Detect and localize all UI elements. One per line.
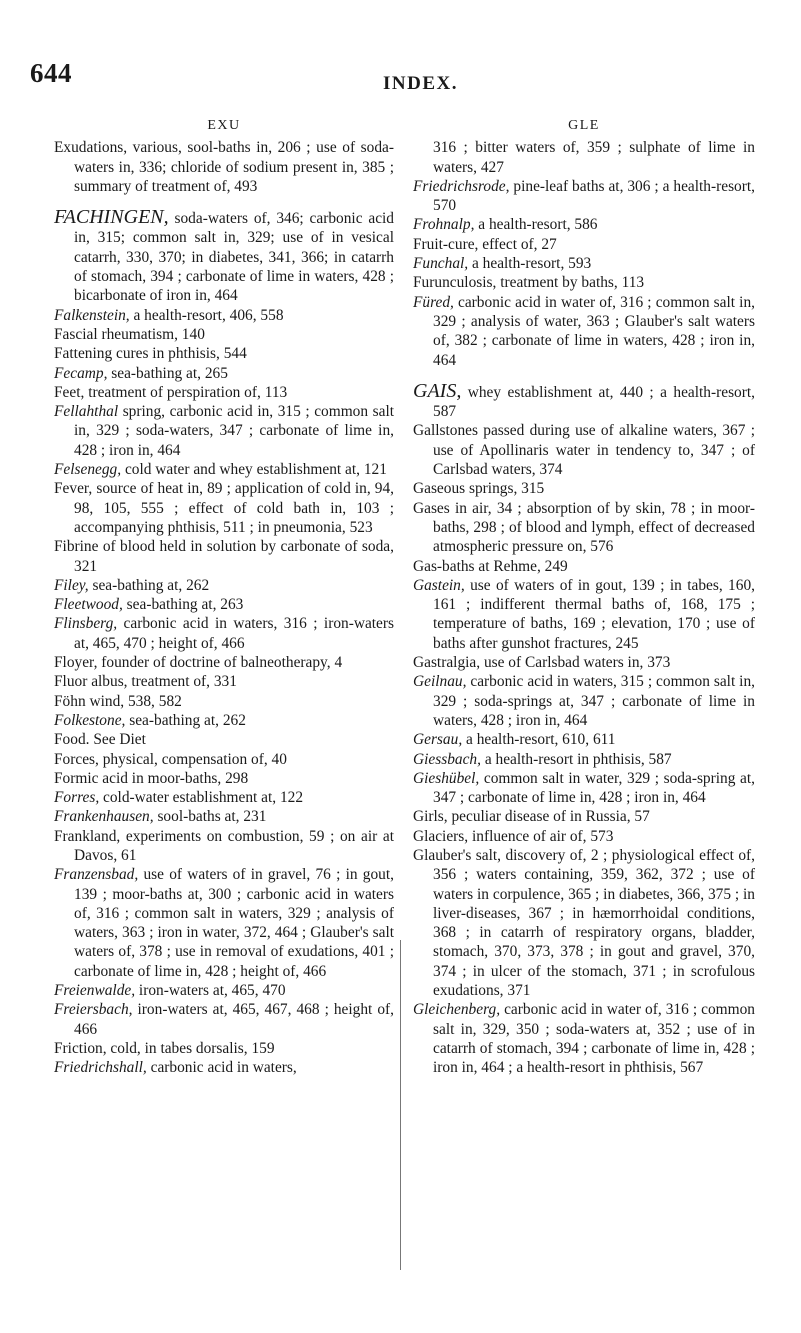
- column-guide-word: EXU: [207, 118, 241, 133]
- entry-term: Felsenegg,: [54, 461, 122, 479]
- index-entry: [54, 653, 394, 672]
- entry-text: Fascial rheumatism, 140: [54, 325, 205, 343]
- entry-term: Freienwalde,: [54, 982, 136, 1000]
- index-entry: [413, 827, 755, 846]
- index-entry: [54, 383, 394, 402]
- entry-term: Fecamp,: [54, 364, 108, 382]
- entry-text: Fluor albus, treatment of, 331: [54, 673, 237, 691]
- entry-text: Furunculosis, treatment by baths, 113: [413, 274, 645, 292]
- index-entry: [413, 576, 755, 653]
- index-entry: [54, 827, 394, 866]
- index-entry: [54, 807, 394, 826]
- entry-text: Exudations, various, sool-baths in, 206 ; use of soda-waters in, 336; chloride of sodium present in, 385 ; summary of treatment of, 493: [54, 139, 394, 195]
- entry-text: iron-waters at, 465, 470: [135, 982, 286, 1000]
- index-entry: [413, 672, 755, 730]
- entry-text: Floyer, founder of doctrine of balneotherapy, 4: [54, 654, 343, 672]
- entry-text: cold water and whey establishment at, 121: [121, 461, 387, 479]
- index-entry: [54, 208, 394, 305]
- entry-text: sea-bathing at, 262: [88, 576, 210, 594]
- entry-term: Freiersbach,: [54, 1001, 133, 1019]
- entry-text: Fibrine of blood held in solution by carbonate of soda, 321: [54, 538, 394, 575]
- entry-term: Gersau,: [413, 731, 463, 749]
- entry-text: Food. See Diet: [54, 731, 146, 749]
- entry-text: a health-resort, 586: [474, 216, 598, 234]
- entry-term: Gleichenberg,: [413, 1001, 501, 1019]
- index-entry: [413, 750, 755, 769]
- running-title: INDEX.: [383, 73, 458, 94]
- entry-text: a health-resort, 610, 611: [462, 731, 616, 749]
- entry-text: Föhn wind, 538, 582: [54, 692, 182, 710]
- entry-text: a health-resort, 406, 558: [129, 306, 284, 324]
- entry-text: a health-resort in phthisis, 587: [480, 750, 672, 768]
- entry-text: carbonic acid in waters, 316 ; iron-waters at, 465, 470 ; height of, 466: [74, 615, 394, 652]
- entry-text: Fruit-cure, effect of, 27: [413, 235, 557, 253]
- index-entry: [413, 138, 755, 177]
- entry-term: Frankenhausen,: [54, 808, 154, 826]
- entry-term: Friedrichshall,: [54, 1059, 147, 1077]
- entry-text: soda-waters of, 346; carbonic acid in, 315; common salt in, 329; use of in vesical catarrh, 330, 370; in diabetes, 341, 366; in catarrh of stomach, 394 ; carbonate of lime in waters, 428 ; bicarbonate of iron in, 464: [74, 210, 394, 305]
- entry-text: Fattening cures in phthisis, 544: [54, 345, 247, 363]
- index-entry: [54, 672, 394, 691]
- index-entry: [54, 576, 394, 595]
- index-entry: [54, 479, 394, 537]
- index-entry: [413, 273, 755, 292]
- entry-text: spring, carbonic acid in, 315 ; common salt in, 329 ; soda-waters, 347 ; carbonate of lime in, 428 ; iron in, 464: [74, 403, 394, 459]
- entry-text: sea-bathing at, 265: [107, 364, 228, 382]
- index-entry: [54, 730, 394, 749]
- column-divider: [400, 940, 401, 1270]
- entry-text: cold-water establishment at, 122: [99, 789, 304, 807]
- entry-term: Giessbach,: [413, 750, 481, 768]
- index-entry: [54, 325, 394, 344]
- entry-text: carbonic acid in waters, 315 ; common salt in, 329 ; soda-springs at, 347 ; carbonate of lime in waters, 428 ; iron in, 464: [433, 673, 755, 729]
- index-entry: [54, 1000, 394, 1039]
- index-entry: [413, 1000, 755, 1077]
- entry-term: Füred,: [413, 293, 454, 311]
- entry-text: iron-waters at, 465, 467, 468 ; height of, 466: [74, 1001, 394, 1038]
- entry-text: Girls, peculiar disease of in Russia, 57: [413, 808, 650, 826]
- entry-text: Gaseous springs, 315: [413, 480, 545, 498]
- index-entry-list: [54, 138, 394, 1077]
- entry-term: Forres,: [54, 789, 100, 807]
- entry-text: Frankland, experiments on combustion, 59 ; on air at Davos, 61: [54, 827, 394, 864]
- entry-text: 316 ; bitter waters of, 359 ; sulphate of lime in waters, 427: [433, 139, 755, 176]
- entry-text: use of waters of in gravel, 76 ; in gout, 139 ; moor-baths at, 300 ; carbonic acid in waters of, 316 ; common salt in waters, 329 ; analysis of waters, 363 ; iron in water, 372, 464 ; Glauber's salt waters of, 378 ; use in removal of exudations, 401 ; carbonate of lime in, 428 ; height of, 466: [74, 866, 394, 980]
- entry-text: carbonic acid in water of, 316 ; common salt in, 329, 350 ; soda-waters at, 352 ; use of in catarrh of stomach, 394 ; carbonate of lime in, 428 ; iron in, 464 ; a health-resort in phthisis, 567: [433, 1001, 755, 1077]
- entry-text: a health-resort, 593: [468, 255, 592, 273]
- entry-text: Glaciers, influence of air of, 573: [413, 827, 614, 845]
- index-entry: [413, 769, 755, 808]
- index-column-left: [54, 116, 394, 1078]
- index-entry: [413, 557, 755, 576]
- index-entry: [413, 235, 755, 254]
- index-entry: [54, 460, 394, 479]
- entry-text: carbonic acid in waters,: [146, 1059, 297, 1077]
- index-entry: [54, 1039, 394, 1058]
- index-entry: [54, 981, 394, 1000]
- entry-term: GAIS,: [413, 379, 462, 402]
- entry-term: Filey,: [54, 576, 89, 594]
- entry-text: pine-leaf baths at, 306 ; a health-resort, 570: [433, 177, 755, 215]
- index-entry: [413, 293, 755, 370]
- entry-term: Folkestone,: [54, 711, 126, 729]
- index-entry: [413, 379, 755, 422]
- entry-term: Frohnalp,: [413, 216, 475, 234]
- index-entry: [54, 865, 394, 981]
- index-entry: [413, 215, 755, 234]
- index-entry: [54, 306, 394, 325]
- entry-text: Gallstones passed during use of alkaline waters, 367 ; use of Apollinaris water in tendency to, 347 ; of Carlsbad waters, 374: [413, 422, 755, 479]
- page-number: 644: [30, 58, 72, 88]
- index-entry: [413, 177, 755, 216]
- index-entry: [54, 537, 394, 576]
- entry-text: use of waters of in gout, 139 ; in tabes, 160, 161 ; indifferent thermal baths of, 168, 175 ; temperature of baths, 169 ; elevation, 170 ; use of baths after gunshot fractures, 245: [433, 576, 755, 652]
- index-entry: [413, 421, 755, 479]
- entry-text: Feet, treatment of perspiration of, 113: [54, 383, 288, 401]
- index-entry: [54, 711, 394, 730]
- entry-text: Formic acid in moor-baths, 298: [54, 769, 249, 787]
- entry-text: Gas-baths at Rehme, 249: [413, 557, 568, 575]
- index-column-right: [413, 116, 755, 1078]
- entry-text: Gases in air, 34 ; absorption of by skin, 78 ; in moor-baths, 298 ; of blood and lymph, effect of decreased atmospheric pressure on, 576: [413, 499, 755, 556]
- index-entry: [413, 807, 755, 826]
- entry-text: sea-bathing at, 262: [125, 711, 246, 729]
- index-entry: [413, 499, 755, 557]
- index-entry: [54, 788, 394, 807]
- entry-term: Falkenstein,: [54, 306, 130, 324]
- entry-term: Fleetwood,: [54, 596, 123, 614]
- index-entry: [54, 595, 394, 614]
- index-entry: [54, 344, 394, 363]
- entry-term: Gieshübel,: [413, 769, 480, 787]
- index-entry: [54, 1058, 394, 1077]
- index-entry: [413, 479, 755, 498]
- index-entry: [54, 769, 394, 788]
- index-entry: [54, 364, 394, 383]
- column-guide-word: GLE: [568, 118, 600, 133]
- entry-term: Franzensbad,: [54, 866, 139, 884]
- entry-text: whey establishment at, 440 ; a health-resort, 587: [433, 383, 755, 421]
- entry-text: carbonic acid in water of, 316 ; common salt in, 329 ; analysis of water, 363 ; Glauber's salt waters of, 382 ; carbonate of lime in waters, 428 ; iron in, 464: [433, 293, 755, 369]
- index-entry: [413, 730, 755, 749]
- entry-text: sea-bathing at, 263: [122, 596, 244, 614]
- index-entry: [413, 846, 755, 1000]
- entry-text: Glauber's salt, discovery of, 2 ; physiological effect of, 356 ; waters containing, 359, 362, 372 ; use of waters in corpulence, 365 ; in diabetes, 366, 375 ; in liver-diseases, 367 ; in hæmorrhoidal conditions, 368 ; in catarrh of respiratory organs, bladder, stomach, 370, 373, 378 ; in gout and gravel, 370, 374 ; in ulcer of the stomach, 371 ; in scrofulous exudations, 371: [413, 846, 755, 1000]
- entry-text: Fever, source of heat in, 89 ; application of cold in, 94, 98, 105, 555 ; effect of cold bath in, 103 ; accompanying phthisis, 511 ; in pneumonia, 523: [54, 480, 394, 536]
- entry-term: Geilnau,: [413, 673, 467, 691]
- entry-text: Gastralgia, use of Carlsbad waters in, 373: [413, 654, 671, 672]
- entry-term: Friedrichsrode,: [413, 177, 510, 195]
- entry-text: common salt in water, 329 ; soda-spring at, 347 ; carbonate of lime in, 428 ; iron in, 464: [433, 769, 755, 807]
- entry-text: sool-baths at, 231: [153, 808, 267, 826]
- entry-term: Fellahthal: [54, 403, 119, 421]
- index-entry: [54, 138, 394, 196]
- index-entry: [54, 692, 394, 711]
- entry-term: Funchal,: [413, 255, 469, 273]
- index-entry: [54, 750, 394, 769]
- entry-term: FACHINGEN,: [54, 206, 169, 229]
- entry-term: Gastein,: [413, 576, 465, 594]
- index-entry: [413, 653, 755, 672]
- entry-term: Flinsberg,: [54, 615, 118, 633]
- index-entry: [413, 254, 755, 273]
- index-entry: [54, 614, 394, 653]
- entry-text: Forces, physical, compensation of, 40: [54, 750, 287, 768]
- index-entry: [54, 402, 394, 460]
- index-entry-list: [413, 138, 755, 1077]
- entry-text: Friction, cold, in tabes dorsalis, 159: [54, 1039, 275, 1057]
